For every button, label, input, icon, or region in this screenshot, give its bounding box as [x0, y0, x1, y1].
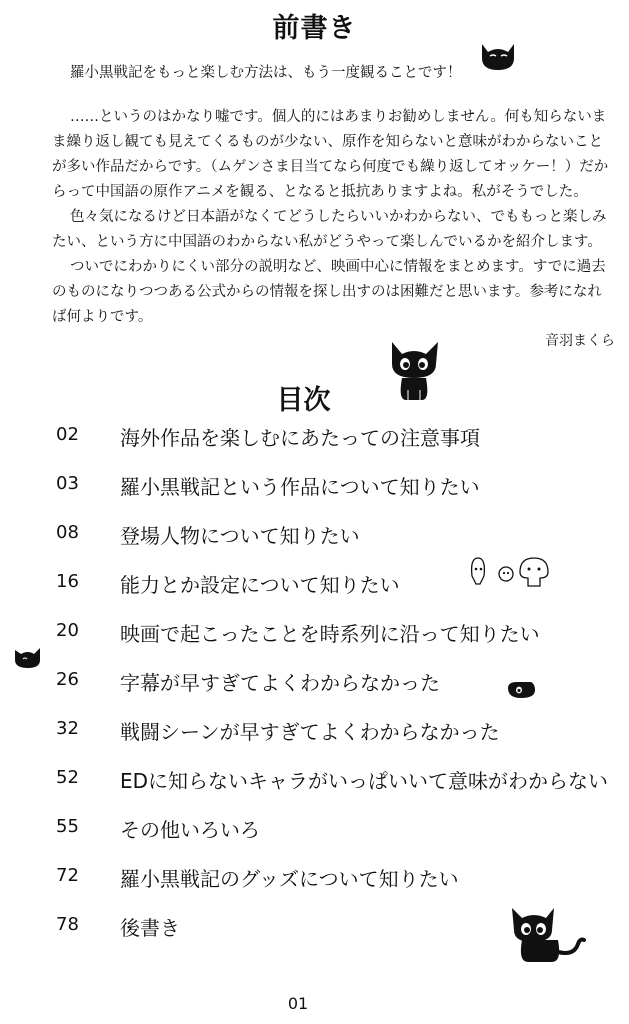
toc-page-number: 16 — [56, 571, 79, 592]
toc-label: 戦闘シーンが早すぎてよくわからなかった — [120, 720, 500, 744]
toc-page-number: 52 — [56, 767, 79, 788]
spirit-doodles-icon — [466, 554, 552, 592]
toc-label: 登場人物について知りたい — [120, 524, 360, 548]
toc-label: その他いろいろ — [120, 818, 260, 842]
toc-page-number: 32 — [56, 718, 79, 739]
toc-row[interactable] — [0, 616, 629, 646]
toc-label: 能力とか設定について知りたい — [120, 573, 400, 597]
author-signature: 音羽まくら — [545, 333, 615, 349]
toc-label: 羅小黒戦記という作品について知りたい — [120, 475, 480, 499]
toc-row[interactable] — [0, 861, 629, 891]
preface-lead: 羅小黒戦記をもっと楽しむ方法は、もう一度観ることです！ — [70, 65, 462, 81]
preface-title: 前書き — [272, 13, 357, 44]
toc-row[interactable] — [0, 420, 629, 450]
toc-page-number: 26 — [56, 669, 79, 690]
toc-page-number: 03 — [56, 473, 79, 494]
toc-row[interactable] — [0, 518, 629, 548]
cat-head-icon — [476, 38, 520, 74]
toc-row[interactable] — [0, 763, 629, 793]
preface-paragraph-2: 色々気になるけど日本語がなくてどうしたらいいかわからない、でももっと楽しみたい、という方に中国語のわからない私がどうやって楽しんでいるかを紹介します。 — [52, 209, 607, 250]
preface-paragraph-3: ついでにわかりにくい部分の説明など、映画中心に情報をまとめます。すでに過去のものになりつつある公式からの情報を探し出すのは困難だと思います。参考になれば何よりです。 — [52, 259, 606, 325]
cat-blob-icon — [12, 642, 44, 670]
toc-page-number: 20 — [56, 620, 79, 641]
toc-row[interactable] — [0, 812, 629, 842]
toc-page-number: 08 — [56, 522, 79, 543]
toc-label: 字幕が早すぎてよくわからなかった — [120, 671, 440, 695]
toc-label: 後書き — [120, 916, 180, 940]
toc-page-number: 02 — [56, 424, 79, 445]
page-number: 01 — [287, 994, 309, 1013]
walking-cat-icon — [508, 904, 590, 966]
toc-label: 海外作品を楽しむにあたっての注意事項 — [120, 426, 480, 450]
toc-row[interactable] — [0, 469, 629, 499]
toc-page-number: 55 — [56, 816, 79, 837]
cat-blob-icon — [505, 678, 537, 702]
toc-label: 映画で起こったことを時系列に沿って知りたい — [120, 622, 540, 646]
toc-page-number: 78 — [56, 914, 79, 935]
toc-title: 目次 — [276, 385, 331, 416]
toc-page-number: 72 — [56, 865, 79, 886]
toc-row[interactable] — [0, 714, 629, 744]
toc-label: 羅小黒戦記のグッズについて知りたい — [120, 867, 459, 891]
preface-paragraph-1: ……というのはかなり嘘です。個人的にはあまりお勧めしません。何も知らないまま繰り返し観ても見えてくるものが少ない、原作を知らないと意味がわからないことが多い作品だからです。（ムゲンさま目当てなら何度でも繰り返してオッケー！）だからって中国語の原作アニメを観る、となると抵抗ありますよね。私がそうでした。 — [52, 109, 609, 200]
toc-label: EDに知らないキャラがいっぱいいて意味がわからない — [120, 769, 609, 793]
